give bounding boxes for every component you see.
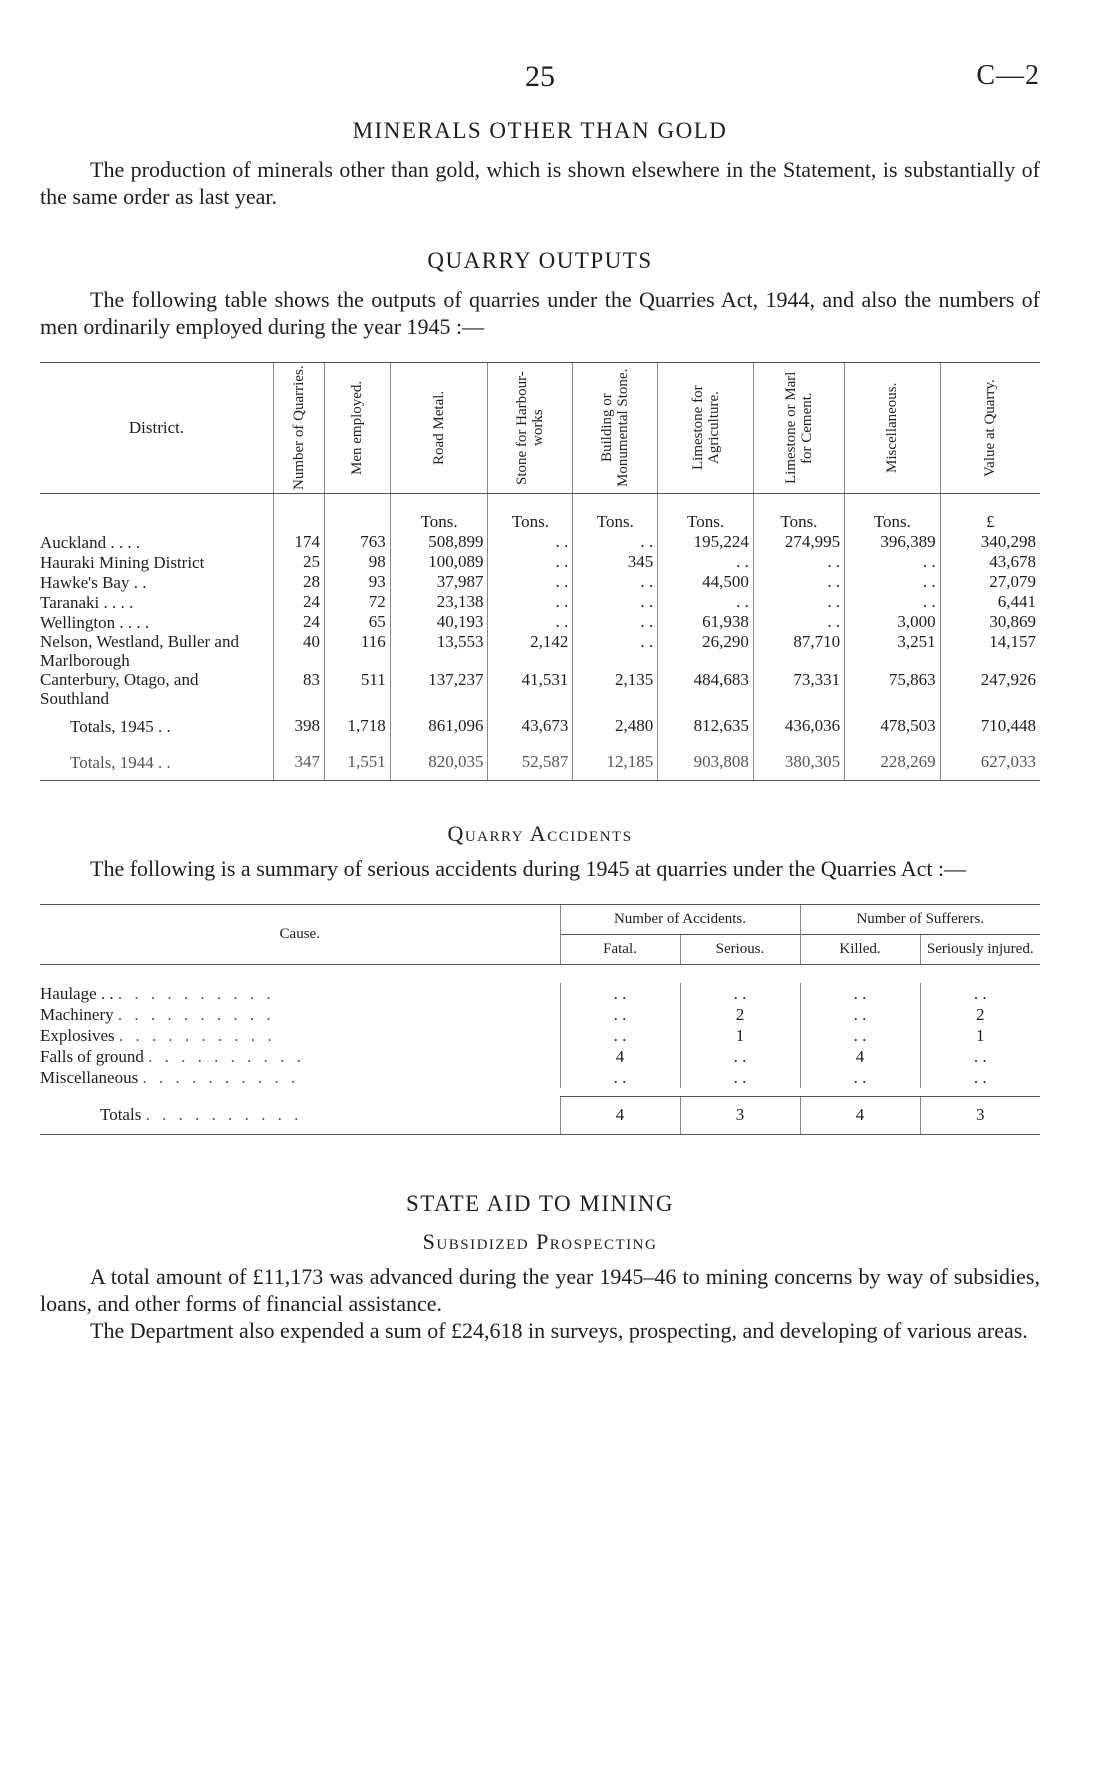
unit-cell: Tons. [658, 494, 754, 533]
dot-leader: . . . . . . . . . . [145, 1105, 303, 1124]
state-aid-paragraph-1: A total amount of £11,173 was advanced during the year 1945–46 to mining concerns by way of subsidies, loans, and other forms of financial assistance. [40, 1263, 1040, 1316]
dot-leader: . . . . . . . . . . [148, 1046, 305, 1066]
state-aid-heading: STATE AID TO MINING [406, 1190, 674, 1216]
quarry-outputs-heading: QUARRY OUTPUTS [427, 248, 653, 273]
accidents-totals-row: Totals . . . . . . . . . . 4 3 4 3 [40, 1097, 1040, 1135]
totals-1945-row: Totals, 1945 . . 398 1,718 861,096 43,673 2,480 812,635 436,036 478,503 710,448 [40, 708, 1040, 744]
accident-row: Haulage . . . . . . . . . . . . . . . . . . . . [40, 983, 1040, 1004]
page-number: 25 [525, 60, 555, 93]
accident-row: Miscellaneous . . . . . . . . . . . . . . . . . . [40, 1067, 1040, 1088]
dot-leader: . . . . . . . . . . [117, 1004, 275, 1024]
accident-row: Falls of ground . . . . . . . . . . 4 . . 4 . . [40, 1046, 1040, 1067]
fatal-header: Fatal. [560, 935, 680, 965]
quarry-outputs-paragraph: The following table shows the outputs of quarries under the Quarries Act, 1944, and also the numbers of men ordinarily employed during the year 1945 :— [40, 287, 1040, 339]
units-row [40, 494, 1040, 533]
document-page [40, 40, 1040, 1344]
accidents-header-row [40, 905, 1040, 935]
table-row: Taranaki . . . . 24 72 23,138 . . . . . . . . . . 6,441 [40, 592, 1040, 612]
page-header [40, 40, 1040, 93]
dot-leader: . . . . . . . . . . [142, 1067, 300, 1087]
document-code: C—2 [976, 60, 1040, 91]
unit-cell: Tons. [390, 494, 488, 533]
serious-header: Serious. [680, 935, 800, 965]
column-header-harbour-stone: Stone for Harbour-works [488, 363, 573, 494]
column-header-district: District. [40, 363, 274, 494]
table-row: Wellington . . . . 24 65 40,193 . . . . 61,938 . . 3,000 30,869 [40, 612, 1040, 632]
table-row: Hawke's Bay . . 28 93 37,987 . . . . 44,500 . . . . 27,079 [40, 572, 1040, 592]
table-row: Hauraki Mining District 25 98 100,089 . . 345 . . . . . . 43,678 [40, 552, 1040, 572]
column-header-value: Value at Quarry. [940, 363, 1040, 494]
sufferers-group-header: Number of Sufferers. [800, 905, 1040, 935]
table-row: Canterbury, Otago, and Southland 83 511 137,237 41,531 2,135 484,683 73,331 75,863 247,926 [40, 670, 1040, 708]
cause-header: Cause. [40, 905, 560, 965]
accident-row: Explosives . . . . . . . . . . . . 1 . . 1 [40, 1025, 1040, 1046]
minerals-heading: MINERALS OTHER THAN GOLD [352, 118, 728, 143]
quarry-accidents-table [40, 904, 1040, 1135]
table-row: Auckland . . . . 174 763 508,899 . . . . 195,224 274,995 396,389 340,298 [40, 532, 1040, 552]
column-header-quarries: Number of Quarries. [274, 363, 325, 494]
accident-row: Machinery . . . . . . . . . . . . 2 . . 2 [40, 1004, 1040, 1025]
unit-cell: £ [940, 494, 1040, 533]
unit-cell: Tons. [845, 494, 941, 533]
column-header-miscellaneous: Miscellaneous. [845, 363, 941, 494]
dot-leader: . . . . . . . . . . [118, 1025, 276, 1045]
totals-1944-row: Totals, 1944 . . 347 1,551 820,035 52,587 12,185 903,808 380,305 228,269 627,033 [40, 744, 1040, 781]
accidents-group-header: Number of Accidents. [560, 905, 800, 935]
quarry-accidents-heading: Quarry Accidents [447, 821, 633, 846]
state-aid-paragraph-2: The Department also expended a sum of £24,618 in surveys, prospecting, and developing of various areas. [90, 1317, 1028, 1343]
seriously-injured-header: Seriously injured. [920, 935, 1040, 965]
subsidized-prospecting-heading: Subsidized Prospecting [422, 1228, 658, 1254]
column-header-limestone-agriculture: Limestone for Agriculture. [658, 363, 754, 494]
quarry-accidents-paragraph: The following is a summary of serious accidents during 1945 at quarries under the Quarries Act :— [90, 856, 967, 881]
table-header-row [40, 363, 1040, 494]
column-header-building-stone: Building or Monumental Stone. [573, 363, 658, 494]
unit-cell: Tons. [753, 494, 844, 533]
unit-cell: Tons. [573, 494, 658, 533]
quarry-outputs-table [40, 362, 1040, 781]
table-row: Nelson, Westland, Buller and Marlborough 40 116 13,553 2,142 . . 26,290 87,710 3,251 14,157 [40, 632, 1040, 670]
column-header-men: Men employed. [324, 363, 390, 494]
minerals-paragraph: The production of minerals other than gold, which is shown elsewhere in the Statement, is substantially of the same order as last year. [40, 157, 1040, 209]
unit-cell: Tons. [488, 494, 573, 533]
column-header-limestone-cement: Limestone or Marl for Cement. [753, 363, 844, 494]
killed-header: Killed. [800, 935, 920, 965]
dot-leader: . . . . . . . . . . [117, 983, 275, 1003]
column-header-road-metal: Road Metal. [390, 363, 488, 494]
